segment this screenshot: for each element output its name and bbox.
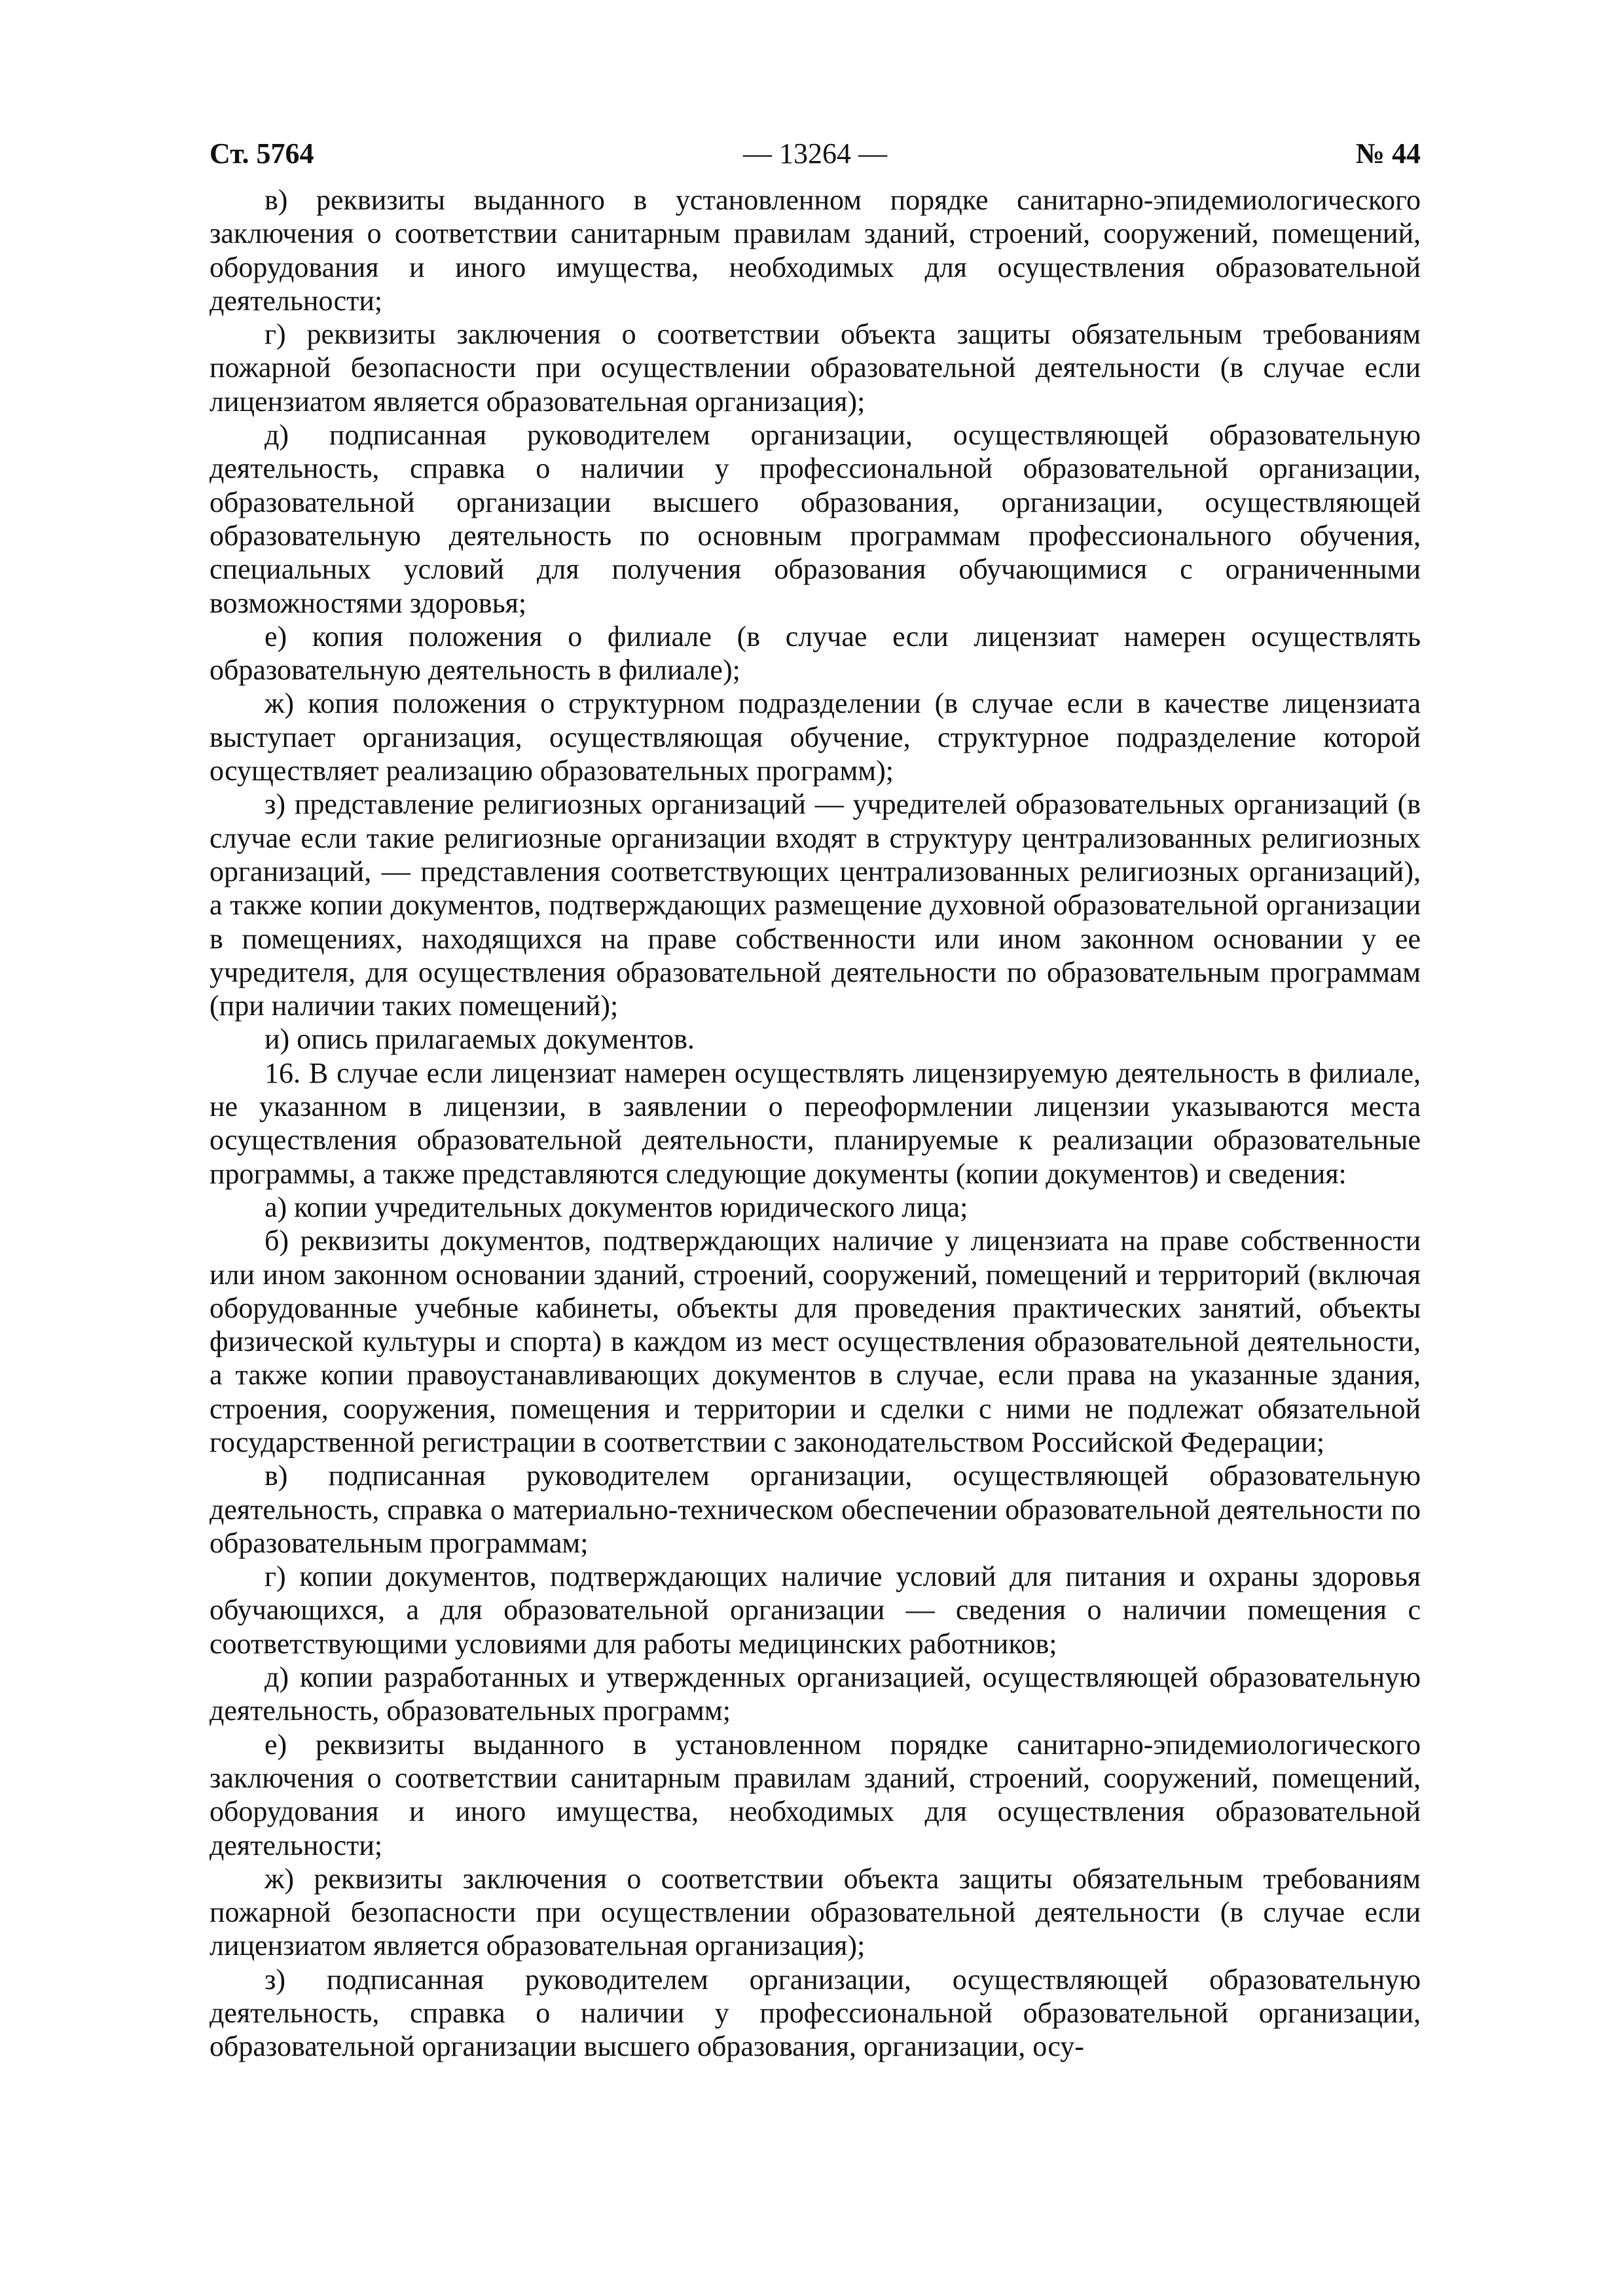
article-number: Ст. 5764 <box>210 137 314 170</box>
paragraph-16-b: б) реквизиты документов, подтверждающих наличие у лицензиата на праве собственности или ином законном основании зданий, строений, сооружений, помещений и территорий (включая оборудованные учебные кабинеты, объекты для проведения практических занятий, объекты физической культуры и спорта) в каждом из мест осуществления образовательной деятельности, а также копии правоустанавливающих документов в случае, если права на указанные здания, строения, сооружения, помещения и территории и сделки с ними не подлежат обязательной государственной регистрации в соответствии с законодательством Российской Федерации; <box>210 1225 1421 1458</box>
paragraph-16-g: г) копии документов, подтверждающих наличие условий для питания и охраны здоровья обучающихся, а для образовательной организации — сведения о наличии помещения с соответствующими условиями для работы медицинских работников; <box>210 1560 1421 1660</box>
issue-number: № 44 <box>1355 137 1421 170</box>
page-header <box>210 131 1421 177</box>
paragraph-16-zh: ж) реквизиты заключения о соответствии объекта защиты обязательным требованиям пожарной безопасности при осуществлении образовательной деятельности (в случае если лицензиатом является образовательная организация); <box>210 1862 1421 1962</box>
paragraph-d: д) подписанная руководителем организации, осуществляющей образовательную деятельность, справка о наличии у профессиональной образовательной организации, образовательной организации высшего образования, организации, осуществляющей образовательную деятельность по основным программам профессионального обучения, специальных условий для получения образования обучающимися с ограниченными возможностями здоровья; <box>210 419 1421 619</box>
document-body <box>210 183 1421 2064</box>
paragraph-16-z: з) подписанная руководителем организации, осуществляющей образовательную деятельность, справка о наличии у профессиональной образовательной организации, образовательной организации высшего образования, организации, осу- <box>210 1963 1421 2063</box>
page-number: — 13264 — <box>743 137 887 170</box>
paragraph-v: в) реквизиты выданного в установленном порядке санитарно-эпидемиологического заключения о соответствии санитарным правилам зданий, строений, сооружений, помещений, оборудования и иного имущества, необходимых для осуществления образовательной деятельности; <box>210 184 1421 317</box>
paragraph-g: г) реквизиты заключения о соответствии объекта защиты обязательным требованиям пожарной безопасности при осуществлении образовательной деятельности (в случае если лицензиатом является образовательная организация); <box>210 318 1421 418</box>
paragraph-16-d: д) копии разработанных и утвержденных организацией, осуществляющей образовательную деятельность, образовательных программ; <box>210 1661 1421 1727</box>
section-16: 16. В случае если лицензиат намерен осуществлять лицензируемую деятельность в филиале, не указанном в лицензии, в заявлении о переоформлении лицензии указываются места осуществления образовательной деятельности, планируемые к реализации образовательные программы, а также представляются следующие документы (копии документов) и сведения: <box>210 1056 1421 1190</box>
paragraph-z: з) представление религиозных организаций — учредителей образовательных организаций (в случае если такие религиозные организации входят в структуру централизованных религиозных организаций, — представления соответствующих централизованных религиозных организаций), а также копии документов, подтверждающих размещение духовной образовательной организации в помещениях, находящихся на праве собственности или ином законном основании у ее учредителя, для осуществления образовательной деятельности по образовательным программам (при наличии таких помещений); <box>210 788 1421 1022</box>
paragraph-zh: ж) копия положения о структурном подразделении (в случае если в качестве лицензиата выступает организация, осуществляющая обучение, структурное подразделение которой осуществляет реализацию образовательных программ); <box>210 687 1421 787</box>
paragraph-16-e: е) реквизиты выданного в установленном порядке санитарно-эпидемиологического заключения о соответствии санитарным правилам зданий, строений, сооружений, помещений, оборудования и иного имущества, необходимых для осуществления образовательной деятельности; <box>210 1728 1421 1861</box>
paragraph-i: и) опись прилагаемых документов. <box>264 1023 695 1056</box>
paragraph-16-v: в) подписанная руководителем организации, осуществляющей образовательную деятельность, справка о материально-техническом обеспечении образовательной деятельности по образовательным программам; <box>210 1460 1421 1559</box>
paragraph-16-a: а) копии учредительных документов юридического лица; <box>264 1191 968 1223</box>
paragraph-e: е) копия положения о филиале (в случае если лицензиат намерен осуществлять образовательную деятельность в филиале); <box>210 620 1421 687</box>
